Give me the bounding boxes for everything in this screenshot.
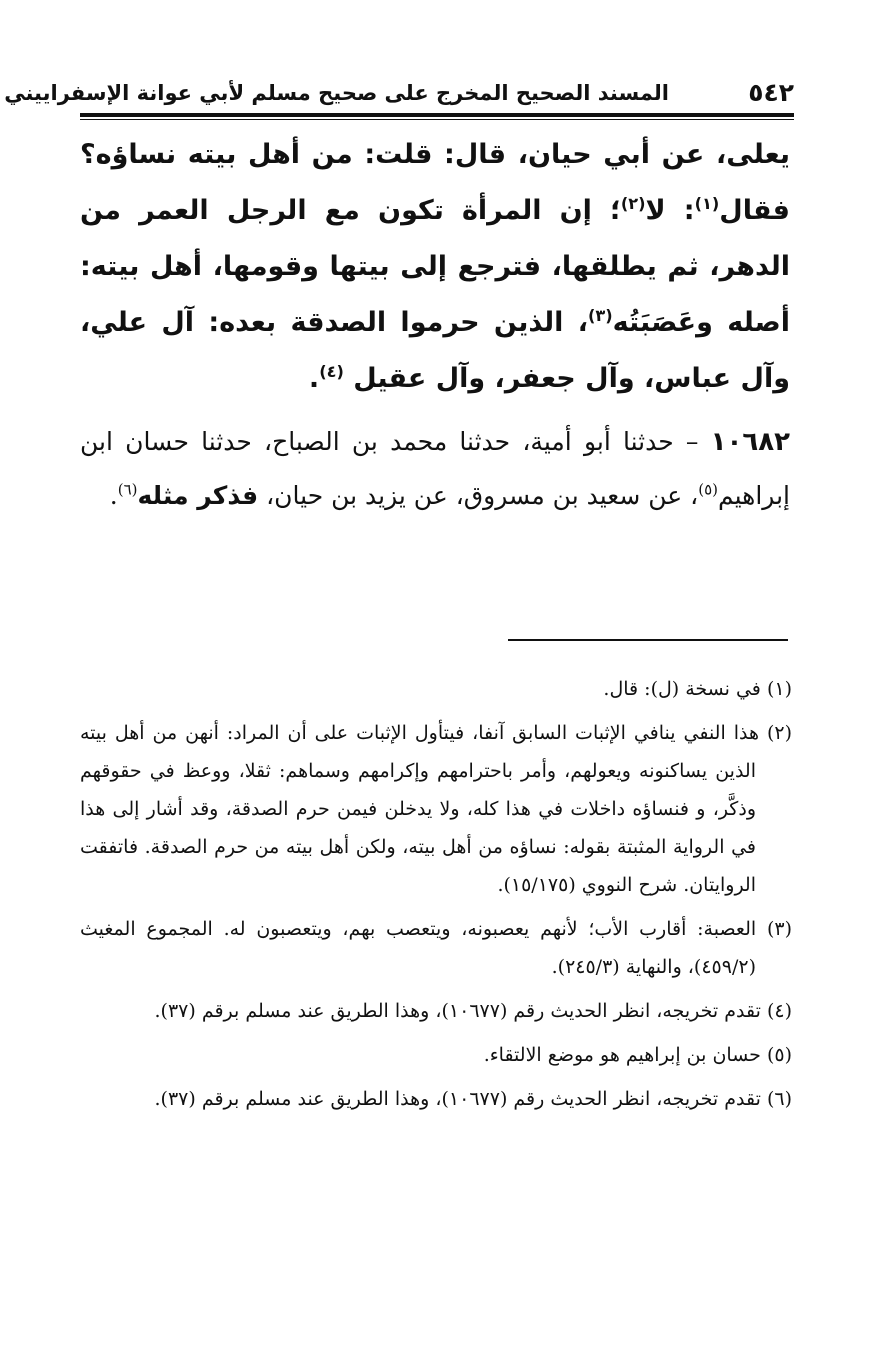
footnote-ref[interactable]: (٥) [698, 480, 718, 499]
footnote-number: (١) [766, 678, 792, 700]
footnote-text: تقدم تخريجه، انظر الحديث رقم (١٠٦٧٧)، وهذا الطريق عند مسلم برقم (٣٧). [154, 1000, 761, 1022]
page-number: ٥٤٢ [748, 78, 794, 107]
footnote-number: (٥) [766, 1044, 792, 1066]
main-text [80, 127, 790, 522]
text-span: . [109, 481, 118, 510]
hadith-continuation-paragraph [80, 127, 790, 407]
bold-phrase: فذكر مثله [137, 481, 259, 510]
footnote-separator [508, 639, 788, 641]
hadith-paragraph [80, 415, 790, 522]
footnote-3 [80, 910, 792, 986]
footnote-4 [80, 992, 792, 1030]
text-span: يعلى، عن أبي حيان، قال: قلت: من أهل بيته نساؤه؟ فقال [80, 139, 790, 226]
footnotes [80, 670, 792, 1124]
text-span: ؛ إن المرأة تكون مع الرجل العمر من الدهر، ثم يطلقها، فترجع إلى بيتها وقومها، أهل بيته: أصله وعَصَبَتُه [80, 195, 790, 338]
hadith-number: ١٠٦٨٢ [710, 427, 790, 457]
footnote-5 [80, 1036, 792, 1074]
footnote-number: (٤) [766, 1000, 792, 1022]
footnote-6 [80, 1080, 792, 1118]
text-span: : لا [645, 195, 695, 226]
footnote-text: هذا النفي ينافي الإثبات السابق آنفا، فيتأول الإثبات على أن المراد: أنهن من أهل بيته الذين يساكنونه ويعولهم، وأمر باحترامهم وإكرامهم وسماهم: ثقلا، ووعظ في حقوقهم وذكَّر، و فنساؤه داخلات في هذا كله، ولا يدخلن فيمن حرم الصدقة، وقد أشار إلى هذا في الرواية المثبتة بقوله: نساؤه من أهل بيته، ولكن أهل بيته من حرم الصدقة. فاتفقت الروايتان. شرح النووي (١٥/١٧٥). [80, 722, 759, 896]
footnote-number: (٦) [766, 1088, 792, 1110]
footnote-ref[interactable]: (٦) [117, 480, 138, 499]
running-header [4, 78, 794, 114]
book-title: المسند الصحيح المخرج على صحيح مسلم لأبي عوانة الإسفراييني [4, 81, 669, 105]
footnote-number: (٢) [766, 722, 792, 744]
header-rule-thin [80, 119, 794, 120]
text-span: – حدثنا أبو أمية، حدثنا محمد بن الصباح، حدثنا حسان ابن إبراهيم [80, 427, 790, 510]
footnote-text: العصبة: أقارب الأب؛ لأنهم يعصبونه، ويتعصب بهم، ويتعصبون له. المجموع المغيث (٤٥٩/٢)، والنهاية (٢٤٥/٣). [80, 918, 757, 978]
text-span: . [308, 363, 320, 394]
footnote-ref[interactable]: (١) [694, 194, 720, 213]
text-span: ، الذين حرموا الصدقة بعده: آل علي، وآل عباس، وآل جعفر، وآل عقيل [80, 307, 790, 394]
footnote-text: تقدم تخريجه، انظر الحديث رقم (١٠٦٧٧)، وهذا الطريق عند مسلم برقم (٣٧). [154, 1088, 761, 1110]
footnote-ref[interactable]: (٢) [620, 194, 646, 213]
footnote-ref[interactable]: (٤) [319, 362, 344, 381]
text-span: ، عن سعيد بن مسروق، عن يزيد بن حيان، [258, 481, 699, 510]
footnote-ref[interactable]: (٣) [587, 306, 613, 325]
header-rule-thick [80, 113, 794, 117]
footnote-1 [80, 670, 792, 708]
footnote-2 [80, 714, 792, 904]
footnote-text: حسان بن إبراهيم هو موضع الالتقاء. [483, 1044, 761, 1066]
footnote-number: (٣) [766, 918, 792, 940]
footnote-text: في نسخة (ل): قال. [603, 678, 761, 700]
